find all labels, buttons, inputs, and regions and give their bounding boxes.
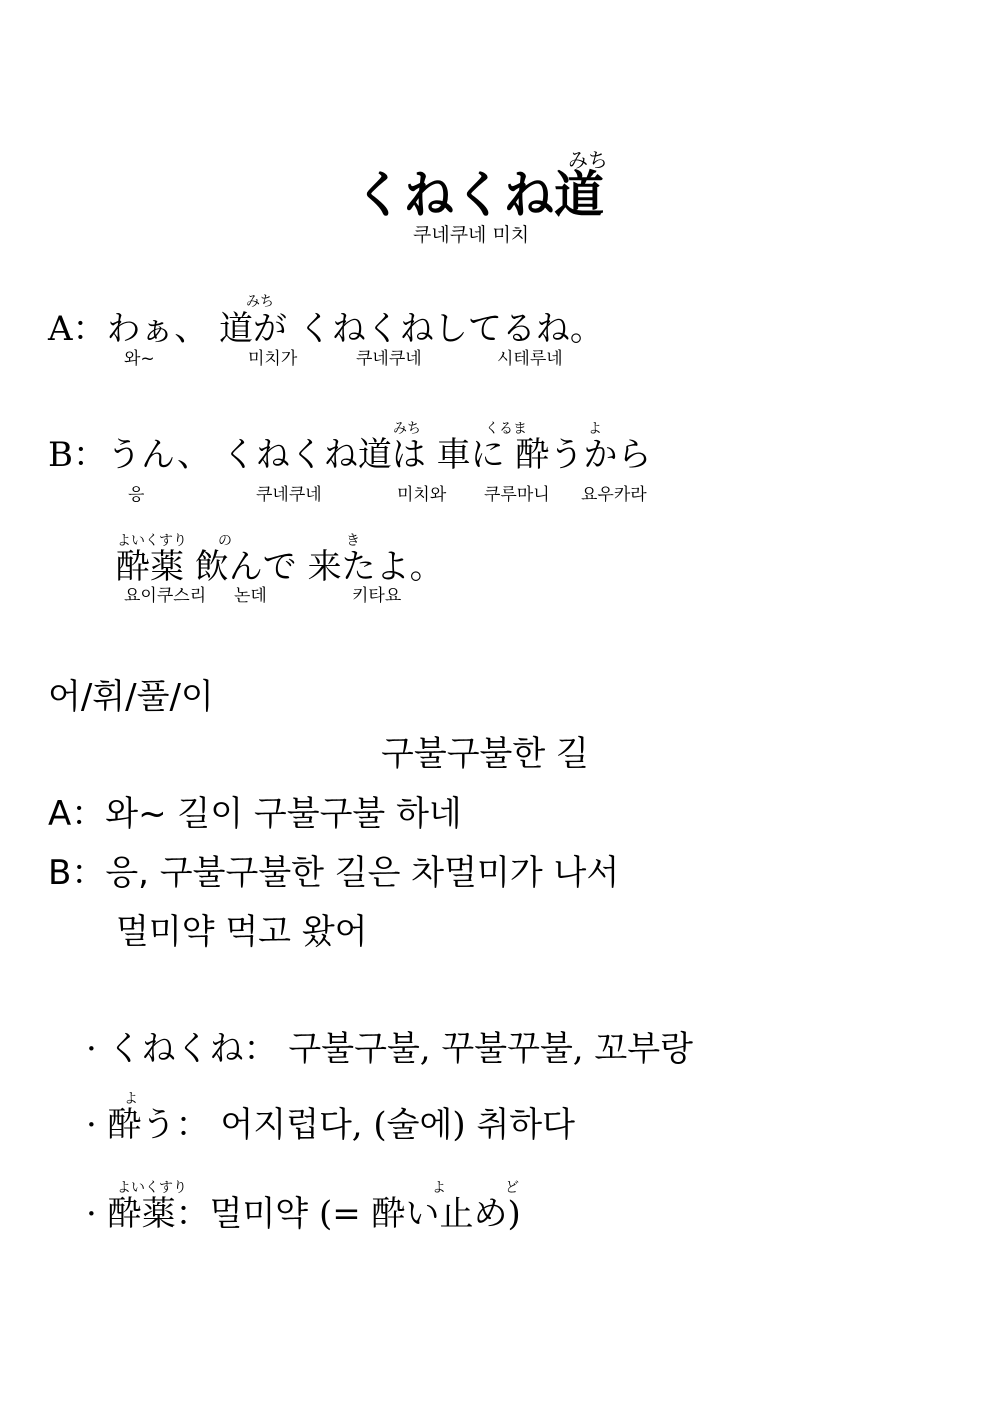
line-b2-ruby-ki: き	[346, 533, 360, 549]
line-b2-ruby-no: の	[218, 533, 232, 549]
line-b2-text: 酔薬 飲んで 来たよ。	[116, 547, 444, 587]
vocab-item-yoikusuri: · 酔薬：멀미약 (= 酔い止め)	[86, 1194, 521, 1234]
line-b2-reading-2: 논데	[234, 586, 267, 606]
vocab-item-yoikusuri-ruby-1: よいくすり	[117, 1180, 187, 1196]
line-b1-reading-4: 쿠루마니	[484, 485, 550, 505]
line-b1-reading-3: 미치와	[397, 485, 447, 505]
line-b1-reading-2: 쿠네쿠네	[256, 485, 322, 505]
translation-a: A：와~ 길이 구불구불 하네	[48, 794, 462, 834]
line-a-reading-2: 미치가	[248, 349, 298, 369]
vocab-item-yoikusuri-ruby-2: よ	[432, 1180, 446, 1196]
line-b1-text: B：うん、 くねくね道は 車に 酔うから	[48, 435, 652, 475]
line-a-ruby-michi: みち	[246, 294, 274, 310]
vocab-heading: 어/휘/풀/이	[48, 677, 214, 717]
translation-b1: B：응, 구불구불한 길은 차멀미가 나서	[48, 853, 620, 893]
vocab-item-you: · 酔う： 어지럽다, (술에) 취하다	[86, 1105, 575, 1145]
line-b1-ruby-michi: みち	[393, 421, 421, 437]
vocab-item-yoikusuri-ruby-3: ど	[505, 1180, 519, 1196]
title-ruby: みち	[568, 148, 608, 172]
line-b1-ruby-yo: よ	[588, 421, 602, 437]
line-a-reading-3: 쿠네쿠네	[356, 349, 422, 369]
page-title: くねくね道	[354, 166, 604, 224]
line-b1-reading-1: 응	[128, 485, 145, 505]
vocab-item-you-ruby: よ	[124, 1091, 138, 1107]
line-a-reading-1: 와~	[124, 349, 155, 369]
line-b1-reading-5: 요우카라	[581, 485, 647, 505]
line-a-reading-4: 시테루네	[497, 349, 563, 369]
line-b2-reading-1: 요이쿠스리	[124, 586, 207, 606]
line-a-text: A：わぁ、 道が くねくねしてるね。	[48, 309, 604, 349]
vocab-subtitle: 구불구불한 길	[381, 734, 589, 774]
line-b1-ruby-kuruma: くるま	[485, 421, 527, 437]
line-b2-ruby-yoikusuri: よいくすり	[117, 533, 187, 549]
title-reading: 쿠네쿠네 미치	[413, 224, 530, 246]
vocab-item-kunekune: · くねくね： 구불구불, 꾸불꾸불, 꼬부랑	[86, 1029, 693, 1069]
translation-b2: 멀미약 먹고 왔어	[116, 912, 368, 952]
line-b2-reading-3: 키타요	[352, 586, 402, 606]
